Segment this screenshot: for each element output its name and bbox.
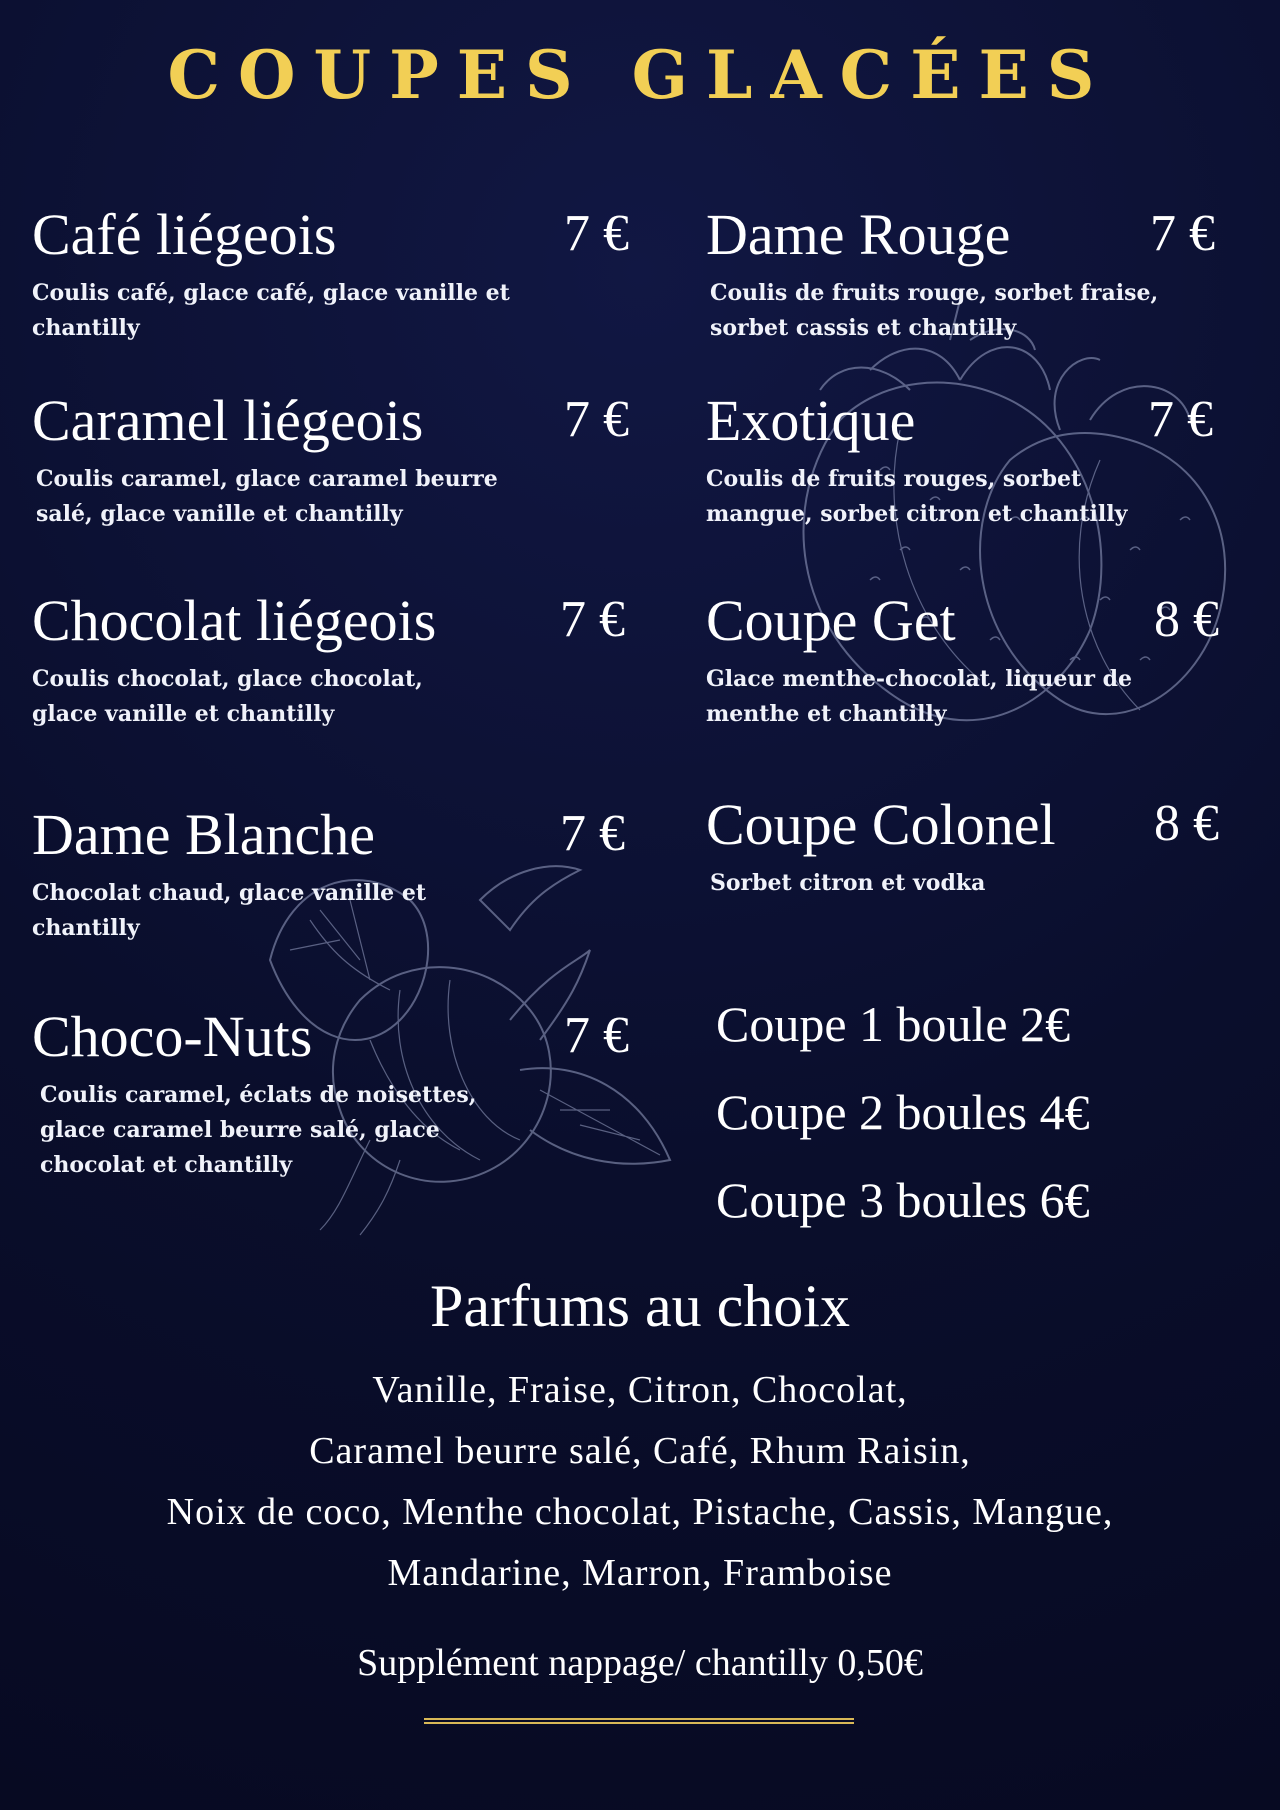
item-name: Chocolat liégeois xyxy=(32,588,437,653)
item-price: 7 € xyxy=(560,805,625,862)
item-price: 7 € xyxy=(564,1007,629,1064)
item-description: Chocolat chaud, glace vanille et chantilly xyxy=(32,880,426,942)
item-name: Exotique xyxy=(706,388,916,453)
scoop-price-3: Coupe 3 boules 6€ xyxy=(716,1172,1090,1228)
flavors-line: Vanille, Fraise, Citron, Chocolat, xyxy=(372,1369,908,1411)
menu-item-dame-rouge xyxy=(706,202,1266,346)
gold-divider xyxy=(424,1718,854,1724)
flavors-line: Noix de coco, Menthe chocolat, Pistache, Cassis, Mangue, xyxy=(166,1491,1114,1533)
item-price: 8 € xyxy=(1154,795,1219,852)
menu-item-caramel-liegeois xyxy=(32,388,632,532)
item-price: 7 € xyxy=(564,205,629,262)
item-price: 7 € xyxy=(560,591,625,648)
item-name: Dame Rouge xyxy=(706,202,1011,267)
flavors-line: Caramel beurre salé, Café, Rhum Raisin, xyxy=(309,1430,971,1472)
page-title: COUPES GLACÉES xyxy=(167,36,1113,114)
item-name: Dame Blanche xyxy=(32,802,376,867)
menu-item-cafe-liegeois xyxy=(32,202,632,346)
item-description: Coulis café, glace café, glace vanille et chantilly xyxy=(32,280,510,342)
item-description: Coulis chocolat, glace chocolat, glace vanille et chantilly xyxy=(32,666,423,728)
scoop-prices xyxy=(716,980,1090,1244)
item-description: Coulis caramel, éclats de noisettes, glace caramel beurre salé, glace chocolat et chantilly xyxy=(40,1082,477,1179)
flavors-list xyxy=(60,1360,1220,1604)
item-price: 7 € xyxy=(564,391,629,448)
item-description: Coulis de fruits rouges, sorbet mangue, sorbet citron et chantilly xyxy=(706,466,1128,528)
item-price: 7 € xyxy=(1148,391,1213,448)
menu-item-exotique xyxy=(706,388,1266,532)
item-name: Choco-Nuts xyxy=(32,1004,313,1069)
menu-item-choco-nuts xyxy=(32,1004,632,1184)
menu-item-chocolat-liegeois xyxy=(32,588,632,732)
flavors-line: Mandarine, Marron, Framboise xyxy=(387,1552,893,1594)
menu-item-coupe-get xyxy=(706,588,1266,732)
item-description: Sorbet citron et vodka xyxy=(710,870,986,896)
item-name: Coupe Get xyxy=(706,588,956,653)
scoop-price-2: Coupe 2 boules 4€ xyxy=(716,1084,1090,1140)
item-description: Glace menthe-chocolat, liqueur de menthe et chantilly xyxy=(706,666,1132,728)
item-description: Coulis de fruits rouge, sorbet fraise, sorbet cassis et chantilly xyxy=(710,280,1159,342)
supplement-note: Supplément nappage/ chantilly 0,50€ xyxy=(357,1642,923,1684)
item-description: Coulis caramel, glace caramel beurre salé, glace vanille et chantilly xyxy=(36,466,498,528)
flavors-heading: Parfums au choix xyxy=(430,1273,850,1339)
item-name: Coupe Colonel xyxy=(706,792,1056,857)
item-name: Café liégeois xyxy=(32,202,337,267)
item-price: 8 € xyxy=(1154,591,1219,648)
scoop-price-1: Coupe 1 boule 2€ xyxy=(716,996,1071,1052)
menu-item-dame-blanche xyxy=(32,802,632,946)
item-name: Caramel liégeois xyxy=(32,388,424,453)
item-price: 7 € xyxy=(1150,205,1215,262)
menu-item-coupe-colonel xyxy=(706,792,1266,901)
